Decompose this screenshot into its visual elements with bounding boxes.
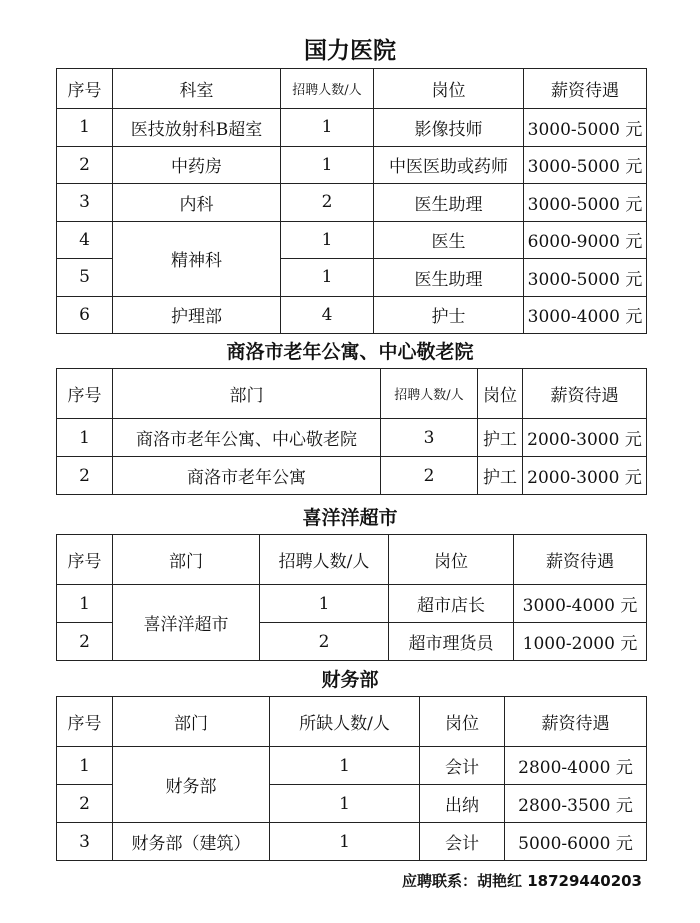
- cell-count: 3: [381, 419, 478, 457]
- cell-dept: 商洛市老年公寓、中心敬老院: [113, 419, 381, 457]
- table-guoli-hospital: [56, 68, 647, 334]
- cell-count: 4: [281, 296, 374, 334]
- cell-count: 1: [270, 747, 420, 785]
- header-no: 序号: [57, 697, 113, 747]
- section-title-supermarket: 喜洋洋超市: [302, 507, 398, 529]
- cell-dept: 护理部: [113, 296, 281, 334]
- table-header-row: [57, 369, 647, 419]
- cell-post: 出纳: [420, 785, 505, 823]
- cell-count: 1: [281, 259, 374, 297]
- header-no: 序号: [57, 369, 113, 419]
- cell-dept-merged: 精神科: [113, 221, 281, 296]
- cell-post: 中医医助或药师: [374, 146, 524, 184]
- cell-dept: 财务部（建筑）: [113, 823, 270, 861]
- cell-count: 1: [270, 785, 420, 823]
- table-header-row: [57, 69, 647, 109]
- header-dept: 部门: [113, 369, 381, 419]
- header-dept: 部门: [113, 535, 260, 585]
- cell-post: 会计: [420, 823, 505, 861]
- table-finance: [56, 696, 647, 861]
- cell-count: 1: [270, 823, 420, 861]
- cell-dept-merged: 财务部: [113, 747, 270, 823]
- cell-post: 护士: [374, 296, 524, 334]
- header-post: 岗位: [420, 697, 505, 747]
- cell-salary: 3000-5000 元: [524, 146, 647, 184]
- section-title-finance: 财务部: [321, 669, 379, 691]
- cell-post: 护工: [478, 457, 523, 495]
- cell-dept: 内科: [113, 184, 281, 222]
- section-title-elderly-home: 商洛市老年公寓、中心敬老院: [226, 341, 474, 363]
- cell-no: 2: [57, 457, 113, 495]
- cell-no: 1: [57, 109, 113, 147]
- cell-salary: 3000-4000 元: [514, 585, 647, 623]
- header-salary: 薪资待遇: [505, 697, 647, 747]
- header-count: 招聘人数/人: [381, 369, 478, 419]
- cell-post: 超市店长: [389, 585, 514, 623]
- cell-post: 医生助理: [374, 184, 524, 222]
- cell-no: 1: [57, 419, 113, 457]
- cell-no: 2: [57, 146, 113, 184]
- cell-salary: 2000-3000 元: [523, 457, 647, 495]
- cell-count: 2: [281, 184, 374, 222]
- table-row: [57, 221, 647, 259]
- cell-salary: 2800-4000 元: [505, 747, 647, 785]
- cell-post: 医生助理: [374, 259, 524, 297]
- cell-no: 5: [57, 259, 113, 297]
- cell-salary: 6000-9000 元: [524, 221, 647, 259]
- cell-salary: 2800-3500 元: [505, 785, 647, 823]
- cell-no: 3: [57, 184, 113, 222]
- cell-no: 1: [57, 585, 113, 623]
- table-elderly-home: [56, 368, 647, 495]
- header-salary: 薪资待遇: [514, 535, 647, 585]
- cell-count: 2: [260, 623, 389, 661]
- cell-salary: 5000-6000 元: [505, 823, 647, 861]
- cell-no: 2: [57, 785, 113, 823]
- header-dept: 部门: [113, 697, 270, 747]
- table-row: [57, 419, 647, 457]
- cell-count: 1: [260, 585, 389, 623]
- cell-dept: 商洛市老年公寓: [113, 457, 381, 495]
- table-header-row: [57, 535, 647, 585]
- cell-count: 2: [381, 457, 478, 495]
- table-header-row: [57, 697, 647, 747]
- cell-no: 3: [57, 823, 113, 861]
- cell-salary: 3000-5000 元: [524, 259, 647, 297]
- table-row: [57, 109, 647, 147]
- cell-count: 1: [281, 221, 374, 259]
- cell-salary: 3000-5000 元: [524, 184, 647, 222]
- table-supermarket: [56, 534, 647, 661]
- section-title-guoli-hospital: 国力医院: [304, 38, 396, 64]
- header-no: 序号: [57, 535, 113, 585]
- table-row: [57, 585, 647, 623]
- cell-dept: 中药房: [113, 146, 281, 184]
- cell-salary: 3000-5000 元: [524, 109, 647, 147]
- table-row: [57, 457, 647, 495]
- cell-count: 1: [281, 146, 374, 184]
- cell-post: 医生: [374, 221, 524, 259]
- header-count: 招聘人数/人: [281, 69, 374, 109]
- header-post: 岗位: [389, 535, 514, 585]
- cell-salary: 3000-4000 元: [524, 296, 647, 334]
- cell-dept: 医技放射科B超室: [113, 109, 281, 147]
- cell-salary: 2000-3000 元: [523, 419, 647, 457]
- header-salary: 薪资待遇: [524, 69, 647, 109]
- header-salary: 薪资待遇: [523, 369, 647, 419]
- header-dept: 科室: [113, 69, 281, 109]
- cell-post: 护工: [478, 419, 523, 457]
- cell-no: 1: [57, 747, 113, 785]
- cell-salary: 1000-2000 元: [514, 623, 647, 661]
- table-row: [57, 184, 647, 222]
- header-post: 岗位: [478, 369, 523, 419]
- table-row: [57, 747, 647, 785]
- cell-post: 超市理货员: [389, 623, 514, 661]
- header-no: 序号: [57, 69, 113, 109]
- table-row: [57, 296, 647, 334]
- header-count: 所缺人数/人: [270, 697, 420, 747]
- cell-no: 6: [57, 296, 113, 334]
- cell-dept-merged: 喜洋洋超市: [113, 585, 260, 661]
- cell-count: 1: [281, 109, 374, 147]
- cell-post: 影像技师: [374, 109, 524, 147]
- table-row: [57, 146, 647, 184]
- table-row: [57, 823, 647, 861]
- cell-post: 会计: [420, 747, 505, 785]
- header-post: 岗位: [374, 69, 524, 109]
- cell-no: 2: [57, 623, 113, 661]
- contact-info: 应聘联系：胡艳红 18729440203: [401, 872, 642, 890]
- header-count: 招聘人数/人: [260, 535, 389, 585]
- cell-no: 4: [57, 221, 113, 259]
